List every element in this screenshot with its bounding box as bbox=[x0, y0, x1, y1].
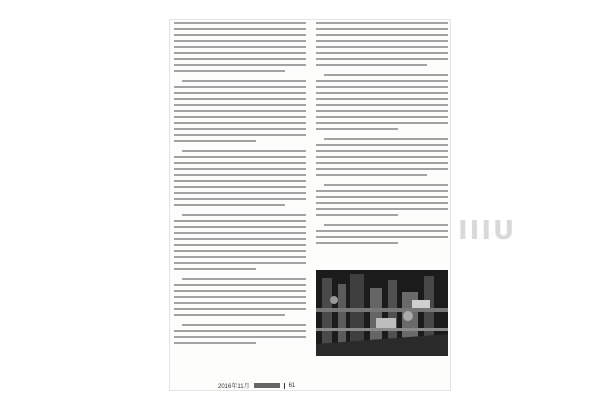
page-footer bbox=[218, 381, 295, 390]
paragraph-block bbox=[316, 138, 448, 176]
paragraph-block bbox=[174, 80, 306, 142]
footer-date: 2016年11月 bbox=[218, 384, 250, 390]
paragraph-block bbox=[316, 184, 448, 216]
paragraph-block bbox=[316, 74, 448, 130]
article-column-left bbox=[174, 22, 306, 348]
paragraph-block bbox=[174, 150, 306, 206]
magazine-sheet bbox=[170, 20, 517, 390]
paragraph-block bbox=[316, 22, 448, 66]
paragraph-block bbox=[174, 214, 306, 270]
paragraph-block bbox=[316, 224, 448, 244]
article-column-right bbox=[316, 22, 448, 248]
magazine-masthead-mark bbox=[254, 383, 280, 388]
paragraph-block bbox=[174, 278, 306, 316]
paragraph-block bbox=[174, 22, 306, 72]
factory-photo bbox=[316, 270, 448, 356]
footer-separator bbox=[284, 383, 285, 389]
watermark-text: IIIU bbox=[458, 216, 517, 246]
page-number: 61 bbox=[288, 382, 296, 389]
paragraph-block bbox=[174, 324, 306, 344]
